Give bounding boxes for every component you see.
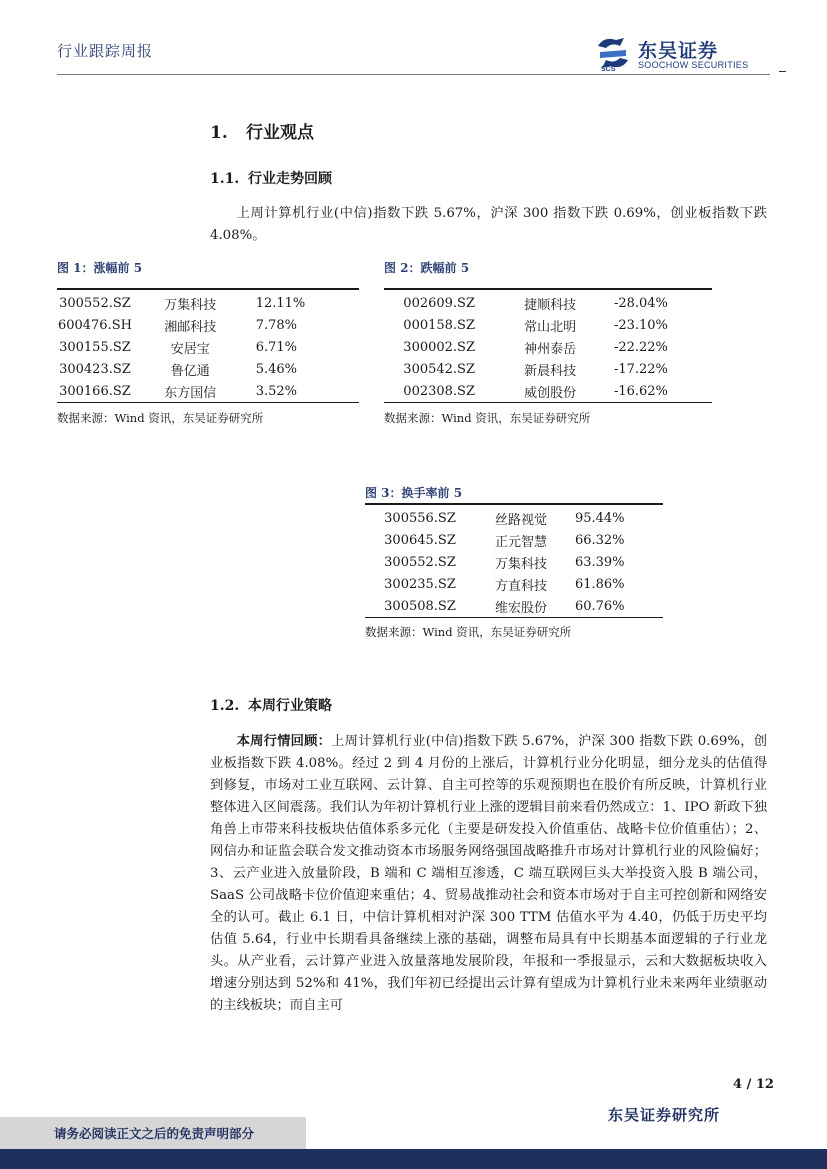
percent-cell: 5.46% xyxy=(255,361,298,377)
stock-code-cell: 300235.SZ xyxy=(384,576,456,592)
percent-cell: 3.52% xyxy=(255,383,298,399)
stock-code-cell: 002308.SZ xyxy=(403,383,475,399)
percent-cell: 6.71% xyxy=(255,339,298,355)
stock-name-cell: 方直科技 xyxy=(494,578,547,594)
company-logo xyxy=(594,34,784,74)
fig2-source: 数据来源：Wind 资讯，东吴证券研究所 xyxy=(384,411,591,425)
stock-name-cell: 捷顺科技 xyxy=(524,297,577,313)
section-title: 行业观点 xyxy=(246,123,314,143)
fig3-source: 数据来源：Wind 资讯，东吴证券研究所 xyxy=(365,625,572,639)
stock-name-cell: 万集科技 xyxy=(494,556,547,572)
strategy-text: 上周计算机行业(中信)指数下跌 5.67%，沪深 300 指数下跌 0.69%，创业板指数下跌 4.08%。经过 2 到 4 月份的上涨后，计算机行业分化明显，细分龙头的估值得到修复，市场对工业互联网、云计算、自主可控等的乐观预期也在股价有所反映，计算机行业整体进入区间震荡。我们认为年初计算机行业上涨的逻辑目前来看仍然成立：1、IPO 新政下独角兽上市带来科技板块估值体系多元化（主要是研发投入价值重估、战略卡位价值重估）；2、网信办和证监会联合发文推动资本市场服务网络强国战略推升市场对计算机行业的风险偏好；3、云产业进入放量阶段，B 端和 C 端相互渗透，C 端互联网巨头大举投资入股 B 端公司，SaaS 公司战略卡位价值迎来重估；4、贸易战推动社会和资本市场对于自主可控创新和网络安全的认可。截止 6.1 日，中信计算机相对沪深 300 TTM 估值水平为 4.40，仍低于历史平均估值 5.64，行业中长期看具备继续上涨的基础，调整布局具有中长期基本面逻辑的子行业龙头。从产业看，云计算产业进入放量落地发展阶段，年报和一季报显示，云和大数据板块收入增速分别达到 52%和 41%，我们年初已经提出云计算有望成为计算机行业未来两年业绩驱动的主线板块；而自主可 xyxy=(210,734,768,1013)
fig3-top-rule xyxy=(365,503,663,505)
stock-code-cell: 300552.SZ xyxy=(59,295,131,311)
market-review-text: 上周计算机行业(中信)指数下跌 5.67%，沪深 300 指数下跌 0.69%，创业板指数下跌 4.08%。 xyxy=(210,206,767,243)
fig2-caption: 图 2：跌幅前 5 xyxy=(384,261,470,275)
section-number: 1.1. xyxy=(210,171,240,187)
report-type-label: 行业跟踪周报 xyxy=(57,42,154,60)
footer-bar xyxy=(0,1149,827,1169)
scs-logo-icon xyxy=(594,34,632,72)
svg-text:SCS: SCS xyxy=(601,66,616,72)
table-row xyxy=(384,314,712,336)
stock-code-cell: 300542.SZ xyxy=(403,361,475,377)
stock-code-cell: 300155.SZ xyxy=(59,339,131,355)
percent-cell: 61.86% xyxy=(574,576,625,592)
stock-name-cell: 湘邮科技 xyxy=(164,319,217,335)
stock-name-cell: 正元智慧 xyxy=(494,534,547,550)
stock-code-cell: 000158.SZ xyxy=(403,317,475,333)
stock-name-cell: 神州泰岳 xyxy=(524,341,577,357)
disclaimer-text: 请务必阅读正文之后的免责声明部分 xyxy=(54,1126,255,1141)
stock-name-cell: 鲁亿通 xyxy=(170,363,210,379)
fig3-bottom-rule xyxy=(365,617,663,618)
fig1-bottom-rule xyxy=(57,402,359,403)
fig1-table xyxy=(57,292,359,402)
percent-cell: 95.44% xyxy=(574,510,625,526)
stock-code-cell: 300556.SZ xyxy=(384,510,456,526)
stock-name-cell: 东方国信 xyxy=(164,385,217,401)
stock-name-cell: 威创股份 xyxy=(524,385,577,401)
percent-cell: -28.04% xyxy=(613,295,668,311)
table-row xyxy=(384,336,712,358)
section-1-2-heading xyxy=(210,695,332,715)
table-row xyxy=(365,573,663,595)
table-row xyxy=(365,551,663,573)
stock-code-cell: 300002.SZ xyxy=(403,339,475,355)
percent-cell: 7.78% xyxy=(255,317,298,333)
stock-name-cell: 丝路视觉 xyxy=(494,512,547,528)
fig1-source: 数据来源：Wind 资讯，东吴证券研究所 xyxy=(57,411,264,425)
table-row xyxy=(384,292,712,314)
stock-name-cell: 新晨科技 xyxy=(524,363,577,379)
table-row xyxy=(57,314,359,336)
fig1-top-rule xyxy=(57,288,359,290)
table-row xyxy=(365,595,663,617)
fig1-caption: 图 1：涨幅前 5 xyxy=(57,261,143,275)
market-review-paragraph xyxy=(210,203,767,247)
percent-cell: 66.32% xyxy=(574,532,625,548)
stock-code-cell: 300166.SZ xyxy=(59,383,131,399)
percent-cell: 63.39% xyxy=(574,554,625,570)
strategy-paragraph xyxy=(210,731,767,1017)
fig3-table xyxy=(365,507,663,617)
table-row xyxy=(365,507,663,529)
percent-cell: -16.62% xyxy=(613,383,668,399)
paragraph-lead: 本周行情回顾： xyxy=(236,734,332,749)
section-number: 1.2. xyxy=(210,698,240,714)
stock-code-cell: 300645.SZ xyxy=(384,532,456,548)
logo-chinese-name: 东吴证券 xyxy=(638,40,719,62)
section-title: 行业走势回顾 xyxy=(248,171,332,187)
section-1-heading xyxy=(210,118,314,143)
section-1-1-heading xyxy=(210,168,332,188)
table-row xyxy=(57,380,359,402)
percent-cell: 60.76% xyxy=(574,598,625,614)
table-row xyxy=(57,292,359,314)
logo-english-name: SOOCHOW SECURITIES xyxy=(638,60,749,70)
percent-cell: -23.10% xyxy=(613,317,668,333)
fig2-bottom-rule xyxy=(384,402,712,403)
header-tick xyxy=(779,71,786,72)
stock-code-cell: 300423.SZ xyxy=(59,361,131,377)
table-row xyxy=(384,358,712,380)
table-row xyxy=(384,380,712,402)
stock-name-cell: 维宏股份 xyxy=(494,600,547,616)
table-row xyxy=(57,358,359,380)
page-number: 4 / 12 xyxy=(733,1077,774,1092)
section-title: 本周行业策略 xyxy=(248,698,332,714)
section-number: 1. xyxy=(210,123,228,143)
fig2-table xyxy=(384,292,712,402)
percent-cell: 12.11% xyxy=(255,295,306,311)
stock-name-cell: 万集科技 xyxy=(164,297,217,313)
stock-code-cell: 300508.SZ xyxy=(384,598,456,614)
stock-code-cell: 002609.SZ xyxy=(403,295,475,311)
fig3-caption: 图 3：换手率前 5 xyxy=(365,486,463,500)
stock-code-cell: 600476.SH xyxy=(57,317,132,333)
footer-company: 东吴证券研究所 xyxy=(608,1106,721,1124)
table-row xyxy=(365,529,663,551)
header-rule xyxy=(57,74,770,75)
percent-cell: -17.22% xyxy=(613,361,668,377)
stock-name-cell: 常山北明 xyxy=(524,319,577,335)
table-row xyxy=(57,336,359,358)
fig2-top-rule xyxy=(384,288,712,290)
stock-code-cell: 300552.SZ xyxy=(384,554,456,570)
stock-name-cell: 安居宝 xyxy=(170,341,210,357)
percent-cell: -22.22% xyxy=(613,339,668,355)
